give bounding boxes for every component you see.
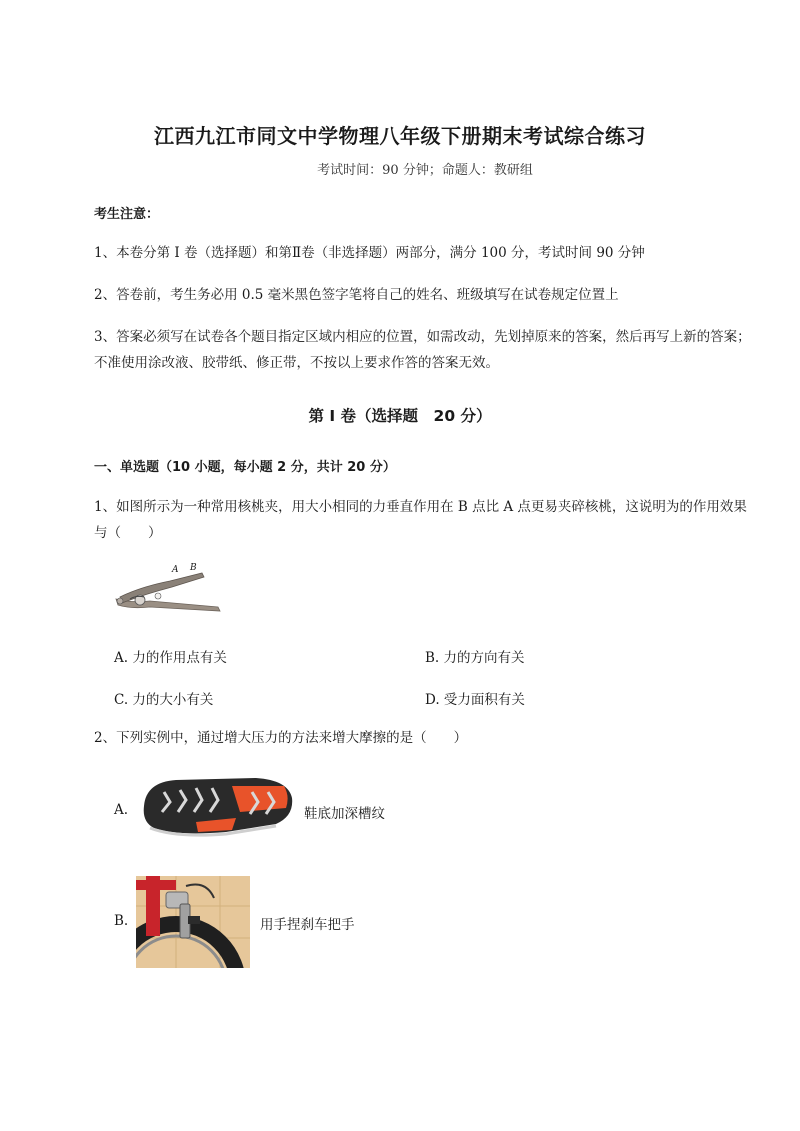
part-heading: 一、单选题（10 小题，每小题 2 分，共计 20 分） (94, 460, 396, 475)
nutcracker-figure (110, 563, 228, 623)
question-2-option-b-letter: B. (114, 913, 129, 929)
figure-label-b: B (190, 563, 197, 573)
notice-item-2: 2、答卷前，考生务必用 0.5 毫米黑色签字笔将自己的姓名、班级填写在试卷规定位置上 (94, 287, 619, 303)
exam-info: 考试时间：90 分钟；命题人：教研组 (317, 163, 533, 178)
question-1-option-d: D. 受力面积有关 (425, 692, 525, 708)
question-1-option-a: A. 力的作用点有关 (114, 650, 227, 666)
page-title: 江西九江市同文中学物理八年级下册期末考试综合练习 (154, 124, 646, 148)
section-title: 第 I 卷（选择题 20 分） (308, 407, 492, 425)
notice-heading: 考生注意： (94, 207, 160, 222)
question-2-option-a-letter: A. (114, 802, 129, 818)
question-2-option-a-text: 鞋底加深槽纹 (304, 806, 385, 822)
question-1-stem: 1、如图所示为一种常用核桃夹，用大小相同的力垂直作用在 B 点比 A 点更易夹碎核桃，这说明为的作用效果与（ ） (94, 499, 747, 541)
question-1-option-b: B. 力的方向有关 (425, 650, 525, 666)
question-2-option-b-text: 用手捏刹车把手 (260, 917, 355, 933)
question-2-stem: 2、下列实例中，通过增大压力的方法来增大摩擦的是（ ） (94, 730, 468, 746)
figure-label-a: A (172, 565, 179, 575)
notice-item-1: 1、本卷分第 I 卷（选择题）和第Ⅱ卷（非选择题）两部分，满分 100 分，考试时间 90 分钟 (94, 245, 645, 261)
shoe-sole-image (136, 772, 298, 838)
question-1-option-c: C. 力的大小有关 (114, 692, 214, 708)
notice-item-3: 3、答案必须写在试卷各个题目指定区域内相应的位置，如需改动，先划掉原来的答案，然后再写上新的答案；不准使用涂改液、胶带纸、修正带，不按以上要求作答的答案无效。 (94, 329, 751, 371)
bike-brake-image (136, 876, 250, 968)
